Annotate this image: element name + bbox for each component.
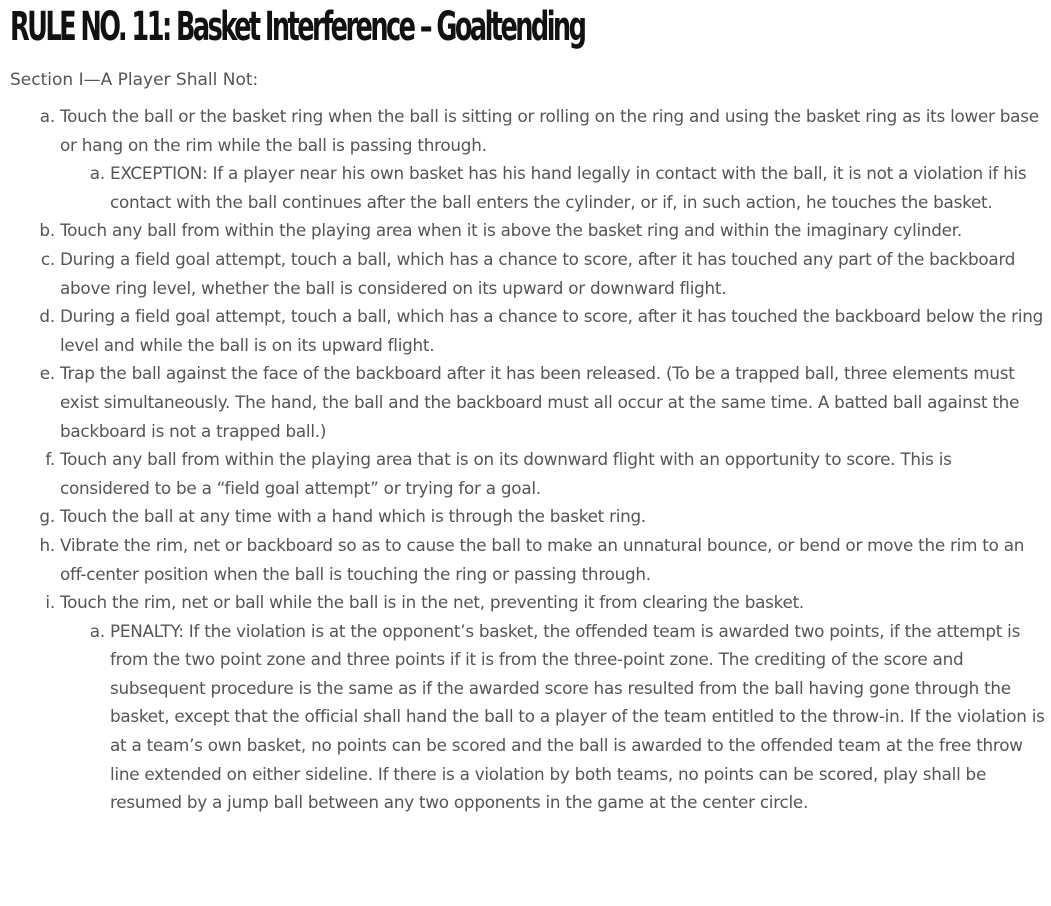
rule-item-a [60, 102, 1046, 216]
rule-sublist [60, 159, 1046, 216]
rule-item-d: d. During a field goal attempt, touch a ball, which has a chance to score, after it has touched the backboard below the ring level and while the ball is on its upward flight. [60, 302, 1046, 359]
rule-subitem-exception: a. EXCEPTION: If a player near his own basket has his hand legally in contact with the ball, it is not a violation if his contact with the ball continues after the ball enters the cylinder, or if, in such action, he touches the basket. [110, 159, 1046, 216]
rule-list [10, 102, 1046, 817]
rule-item-text: Touch the ball or the basket ring when the ball is sitting or rolling on the ring and using the basket ring as its lower base or hang on the rim while the ball is passing through. [60, 106, 1039, 155]
rule-item-e: e. Trap the ball against the face of the backboard after it has been released. (To be a trapped ball, three elements must exist simultaneously. The hand, the ball and the backboard must all occur at the same time. A batted ball against the backboard is not a trapped ball.) [60, 359, 1046, 445]
section-heading: Section I—A Player Shall Not: [10, 70, 259, 90]
rule-item-g: g. Touch the ball at any time with a hand which is through the basket ring. [60, 502, 1046, 531]
rule-document [10, 0, 1046, 817]
rule-item-c: c. During a field goal attempt, touch a ball, which has a chance to score, after it has touched any part of the backboard above ring level, whether the ball is considered on its upward or downward flight. [60, 245, 1046, 302]
rule-item-text: Touch the rim, net or ball while the ball is in the net, preventing it from clearing the basket. [60, 592, 805, 613]
rule-item-f: f. Touch any ball from within the playing area that is on its downward flight with an opportunity to score. This is considered to be a “field goal attempt” or trying for a goal. [60, 445, 1046, 502]
rule-subitem-penalty: a. PENALTY: If the violation is at the opponent’s basket, the offended team is awarded two points, if the attempt is from the two point zone and three points if it is from the three-point zone. The crediting of the score and subsequent procedure is the same as if the awarded score has resulted from the ball having gone through the basket, except that the official shall hand the ball to a player of the team entitled to the throw-in. If the violation is at a team’s own basket, no points can be scored and the ball is awarded to the offended team at the free throw line extended on either sideline. If there is a violation by both teams, no points can be scored, play shall be resumed by a jump ball between any two opponents in the game at the center circle. [110, 617, 1046, 817]
rule-item-i [60, 588, 1046, 817]
rule-item-b: b. Touch any ball from within the playing area when it is above the basket ring and within the imaginary cylinder. [60, 216, 1046, 245]
rule-sublist [60, 617, 1046, 817]
rule-item-h: h. Vibrate the rim, net or backboard so as to cause the ball to make an unnatural bounce, or bend or move the rim to an off-center position when the ball is touching the ring or passing through. [60, 531, 1046, 588]
rule-title: RULE NO. 11: Basket Interference – Goaltending [10, 4, 585, 50]
